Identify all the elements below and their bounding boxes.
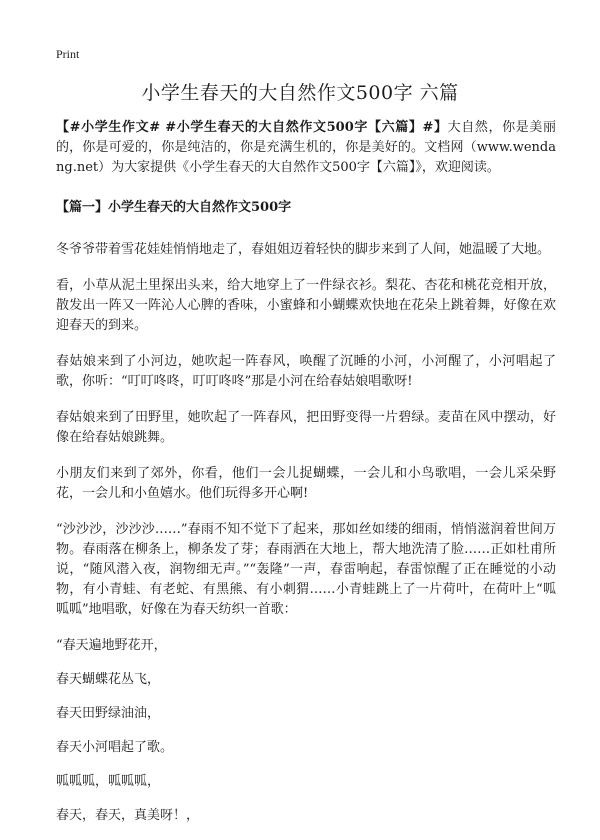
paragraph-2: 看，小草从泥土里探出头来，给大地穿上了一件绿衣衫。梨花、杏花和桃花竞相开放，散发出一阵又一阵沁人心脾的香味，小蜜蜂和小蝴蝶欢快地在花朵上跳着舞，好像在欢迎春天的到来。 xyxy=(56,278,556,333)
print-link[interactable]: Print xyxy=(56,47,80,61)
intro-paragraph xyxy=(56,118,556,178)
article-body xyxy=(56,118,556,840)
intro-text: 大自然，你是美丽的，你是可爱的，你是纯洁的，你是充满生机的，你是美好的。文档网（www.wendang.net）为大家提供《小学生春天的大自然作文500字【六篇】》，欢迎阅读。 xyxy=(56,120,556,175)
page-title: 小学生春天的大自然作文500字 六篇 xyxy=(141,82,459,104)
paragraph-3: 春姑娘来到了小河边，她吹起一阵春风，唤醒了沉睡的小河，小河醒了，小河唱起了歌，你听：“叮叮咚咚，叮叮咚咚”那是小河在给春姑娘唱歌呀! xyxy=(56,354,556,389)
poem-line-6: 春天，春天，真美呀！， xyxy=(56,808,200,823)
paragraph-4: 春姑娘来到了田野里，她吹起了一阵春风，把田野变得一片碧绿。麦苗在风中摆动，好像在给春姑娘跳舞。 xyxy=(56,410,556,445)
intro-tags: 【#小学生作文# #小学生春天的大自然作文500字【六篇】#】 xyxy=(56,120,448,135)
poem-line-2: 春天蝴蝶花丛飞， xyxy=(56,672,161,687)
poem-line-4: 春天小河唱起了歌。 xyxy=(56,740,174,755)
paragraph-5: 小朋友们来到了郊外，你看，他们一会儿捉蝴蝶，一会儿和小鸟歌唱，一会儿采朵野花，一会儿和小鱼嬉水。他们玩得多开心啊! xyxy=(56,466,556,501)
section-heading: 【篇一】小学生春天的大自然作文500字 xyxy=(56,200,292,215)
paragraph-6: “沙沙沙，沙沙沙……”春雨不知不觉下了起来，那如丝如缕的细雨，悄悄滋润着世间万物。春雨落在柳条上，柳条发了芽；春雨洒在大地上，帮大地洗清了脸……正如杜甫所说，“随风潜入夜，润物细无声。”“轰隆”一声，春雷响起，春雷惊醒了正在睡觉的小动物，有小青蛙、有老蛇、有黑熊、有小刺猬……小青蛙跳上了一片荷叶，在荷叶上“呱呱呱”地唱歌，好像在为春天纺织一首歌： xyxy=(56,522,556,617)
poem-line-5: 呱呱呱，呱呱呱， xyxy=(56,774,161,789)
paragraph-1: 冬爷爷带着雪花娃娃悄悄地走了，春姐姐迈着轻快的脚步来到了人间，她温暖了大地。 xyxy=(56,242,551,257)
poem-line-3: 春天田野绿油油， xyxy=(56,706,161,721)
poem-line-1: “春天遍地野花开， xyxy=(56,638,167,653)
